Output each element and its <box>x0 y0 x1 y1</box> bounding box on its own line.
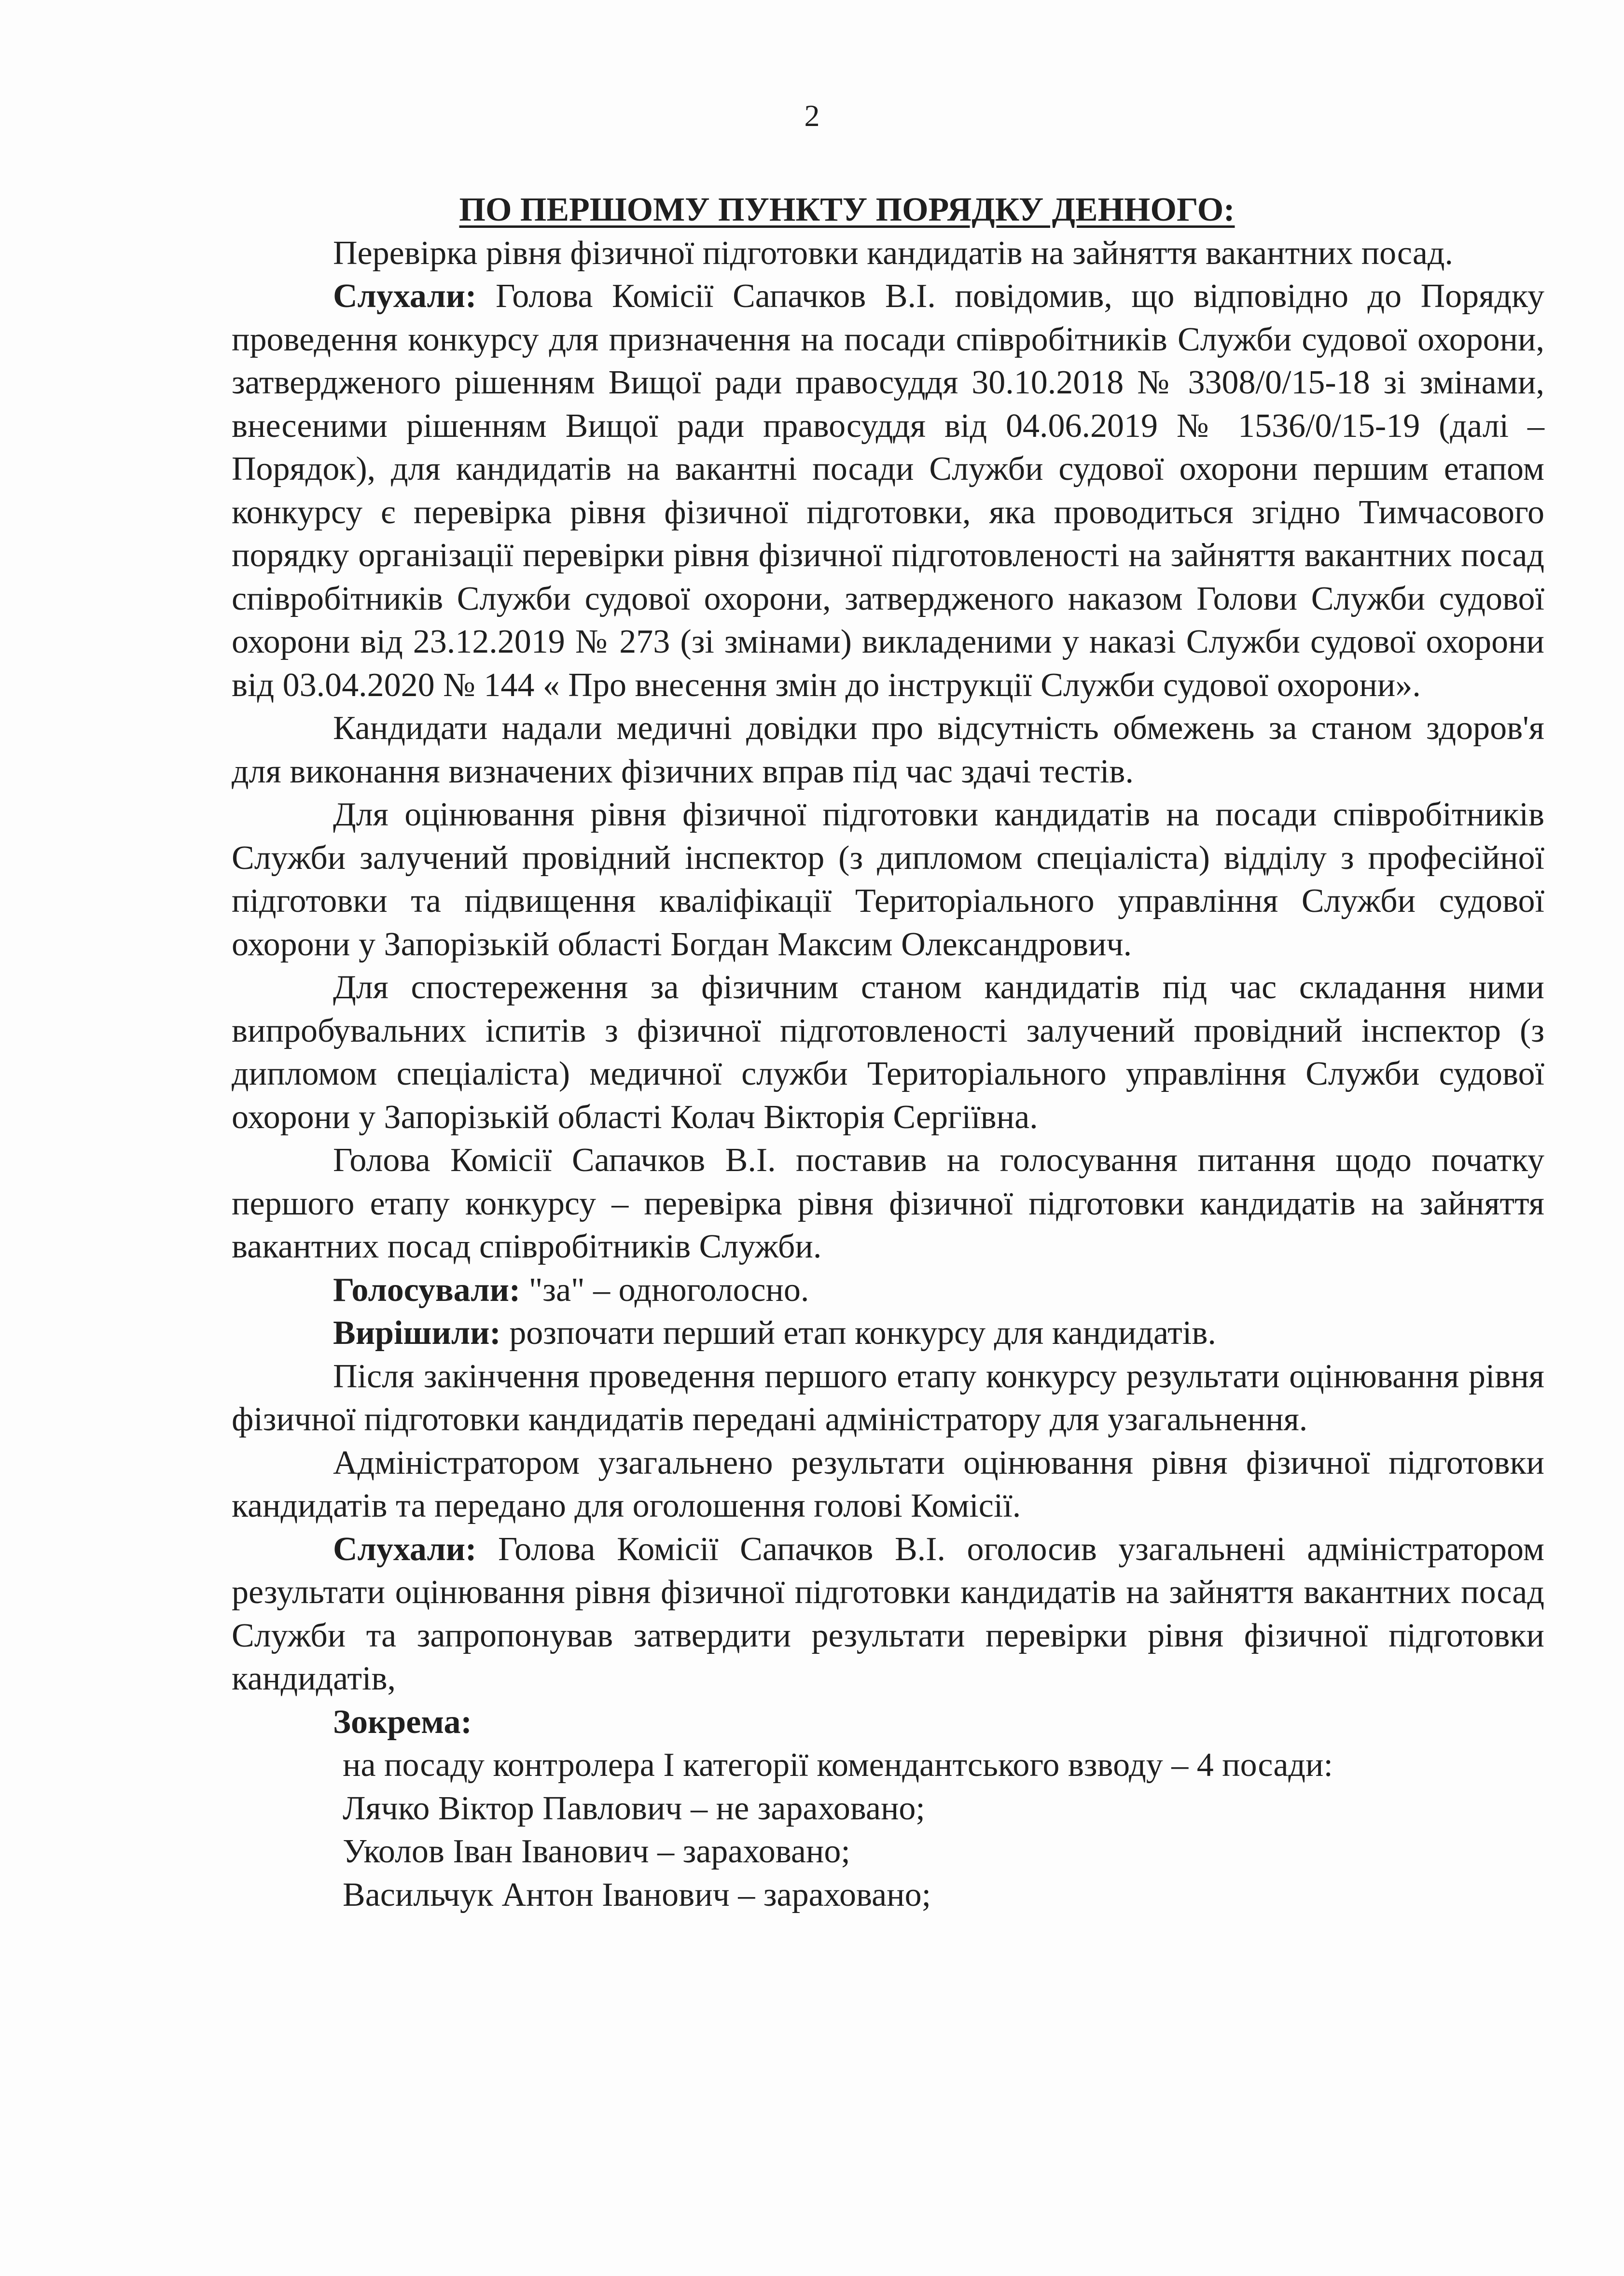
paragraph <box>232 793 1544 966</box>
page-number: 2 <box>804 98 820 133</box>
paragraph-text: Голова Комісії Сапачков В.І. оголосив узагальнені адміністратором результати оцінювання рівня фізичної підготовки кандидатів на зайняття вакантних посад Служби та запропонував затвердити результати перевірки рівня фізичної підготовки кандидатів, <box>232 1530 1544 1697</box>
paragraph <box>232 1528 1544 1701</box>
paragraph-text: Перевірка рівня фізичної підготовки кандидатів на зайняття вакантних посад. <box>333 234 1454 272</box>
list-item: Васильчук Антон Іванович – зараховано; <box>343 1876 931 1913</box>
paragraph-text: Голова Комісії Сапачков В.І. поставив на голосування питання щодо початку першого етапу конкурсу – перевірка рівня фізичної підготовки кандидатів на зайняття вакантних посад співробітників Служби. <box>232 1142 1544 1265</box>
paragraph <box>232 275 1544 707</box>
paragraph-lead: Слухали: <box>333 278 477 315</box>
list-item: Лячко Віктор Павлович – не зараховано; <box>343 1789 925 1827</box>
paragraph-text: Голова Комісії Сапачков В.І. повідомив, що відповідно до Порядку проведення конкурсу для призначення на посади співробітників Служби судової охорони, затвердженого рішенням Вищої ради правосуддя 30.10.2018 № 3308/0/15-18 зі змінами, внесеними рішенням Вищої ради правосуддя від 04.06.2019 № 1536/0/15-19 (далі – Порядок), для кандидатів на вакантні посади Служби судової охорони першим етапом конкурсу є перевірка рівня фізичної підготовки, яка проводиться згідно Тимчасового порядку організації перевірки рівня фізичної підготовленості на зайняття вакантних посад співробітників Служби судової охорони, затвердженого наказом Голови Служби судової охорони від 23.12.2019 № 273 (зі змінами) викладеними у наказі Служби судової охорони від 03.04.2020 № 144 « Про внесення змін до інструкції Служби судової охорони». <box>232 278 1544 704</box>
section-heading: ПО ПЕРШОМУ ПУНКТУ ПОРЯДКУ ДЕННОГО: <box>459 191 1235 228</box>
paragraph-lead: Голосували: <box>333 1271 521 1309</box>
paragraph <box>232 1269 1544 1312</box>
paragraph-text: Для спостереження за фізичним станом кандидатів під час складання ними випробувальних іспитів з фізичної підготовленості залучений провідний інспектор (з дипломом спеціаліста) медичної служби Територіального управління Служби судової охорони у Запорізькій області Колач Вікторія Сергіївна. <box>232 969 1544 1136</box>
paragraph-text: розпочати перший етап конкурсу для кандидатів. <box>500 1314 1216 1352</box>
paragraph-lead: Вирішили: <box>333 1314 501 1352</box>
paragraph-text: Після закінчення проведення першого етапу конкурсу результати оцінювання рівня фізичної підготовки кандидатів передані адміністратору для узагальнення. <box>232 1357 1544 1438</box>
paragraph <box>232 707 1544 793</box>
paragraph <box>232 1139 1544 1269</box>
paragraph <box>232 232 1544 275</box>
list-item: Уколов Іван Іванович – зараховано; <box>343 1833 850 1870</box>
paragraph-text: Для оцінювання рівня фізичної підготовки кандидатів на посади співробітників Служби залучений провідний інспектор (з дипломом спеціаліста) відділу з професійної підготовки та підвищення кваліфікації Територіального управління Служби судової охорони у Запорізькій області Богдан Максим Олександрович. <box>232 796 1544 963</box>
document-body <box>232 188 1544 1916</box>
candidate-list <box>232 1744 1544 1916</box>
paragraph <box>232 966 1544 1139</box>
paragraph-lead: Зокрема: <box>333 1703 472 1741</box>
paragraph <box>232 1312 1544 1355</box>
paragraph-text: Кандидати надали медичні довідки про відсутність обмежень за станом здоров'я для виконання визначених фізичних вправ під час здачі тестів. <box>232 710 1544 790</box>
paragraph-lead: Слухали: <box>333 1530 477 1568</box>
paragraph <box>232 1355 1544 1441</box>
paragraph <box>232 1701 1544 1744</box>
list-item: на посаду контролера І категорії комендантського взводу – 4 посади: <box>343 1746 1333 1784</box>
paragraph-text: "за" – одноголосно. <box>520 1271 809 1309</box>
paragraph-text: Адміністратором узагальнено результати оцінювання рівня фізичної підготовки кандидатів та передано для оголошення голові Комісії. <box>232 1444 1544 1524</box>
paragraph <box>232 1441 1544 1528</box>
